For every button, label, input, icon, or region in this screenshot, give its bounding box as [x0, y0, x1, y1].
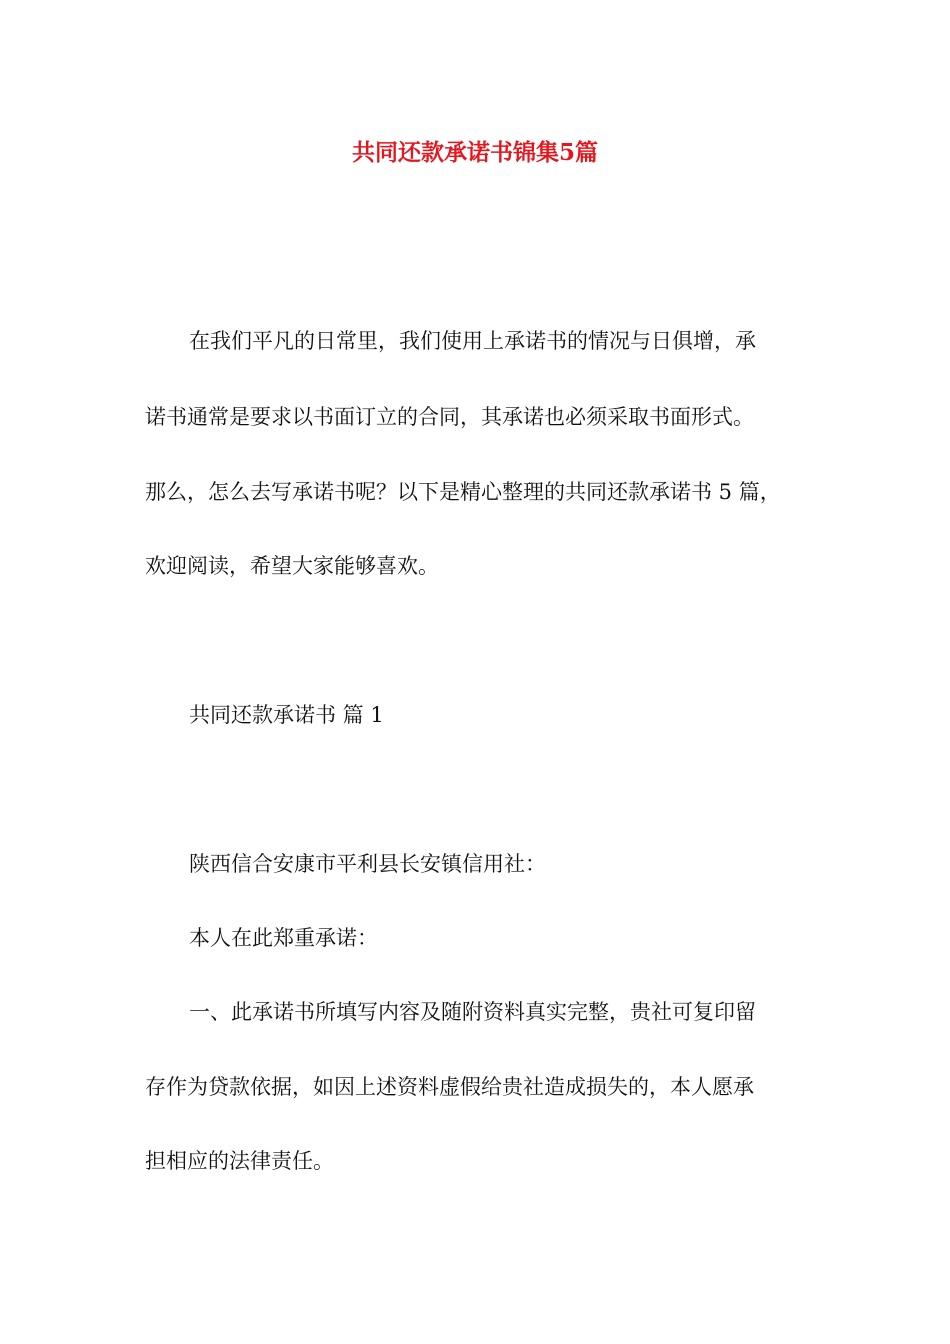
clause-1-line-3: 担相应的法律责任。 — [145, 1149, 334, 1173]
statement-line: 本人在此郑重承诺： — [189, 926, 378, 950]
intro-line-3: 那么，怎么去写承诺书呢？以下是精心整理的共同还款承诺书 5 篇， — [145, 480, 781, 504]
section-heading: 共同还款承诺书 篇 1 — [189, 703, 384, 727]
clause-1-line-1: 一、此承诺书所填写内容及随附资料真实完整，贵社可复印留 — [189, 1000, 756, 1024]
clause-1-line-2: 存作为贷款依据，如因上述资料虚假给贵社造成损失的，本人愿承 — [145, 1075, 754, 1099]
intro-line-1: 在我们平凡的日常里，我们使用上承诺书的情况与日俱增，承 — [189, 329, 756, 353]
document-title: 共同还款承诺书锦集5篇 — [351, 139, 598, 166]
addressee-line: 陕西信合安康市平利县长安镇信用社： — [189, 852, 546, 876]
intro-line-4: 欢迎阅读，希望大家能够喜欢。 — [145, 554, 439, 578]
intro-line-2: 诺书通常是要求以书面订立的合同，其承诺也必须采取书面形式。 — [145, 405, 754, 429]
